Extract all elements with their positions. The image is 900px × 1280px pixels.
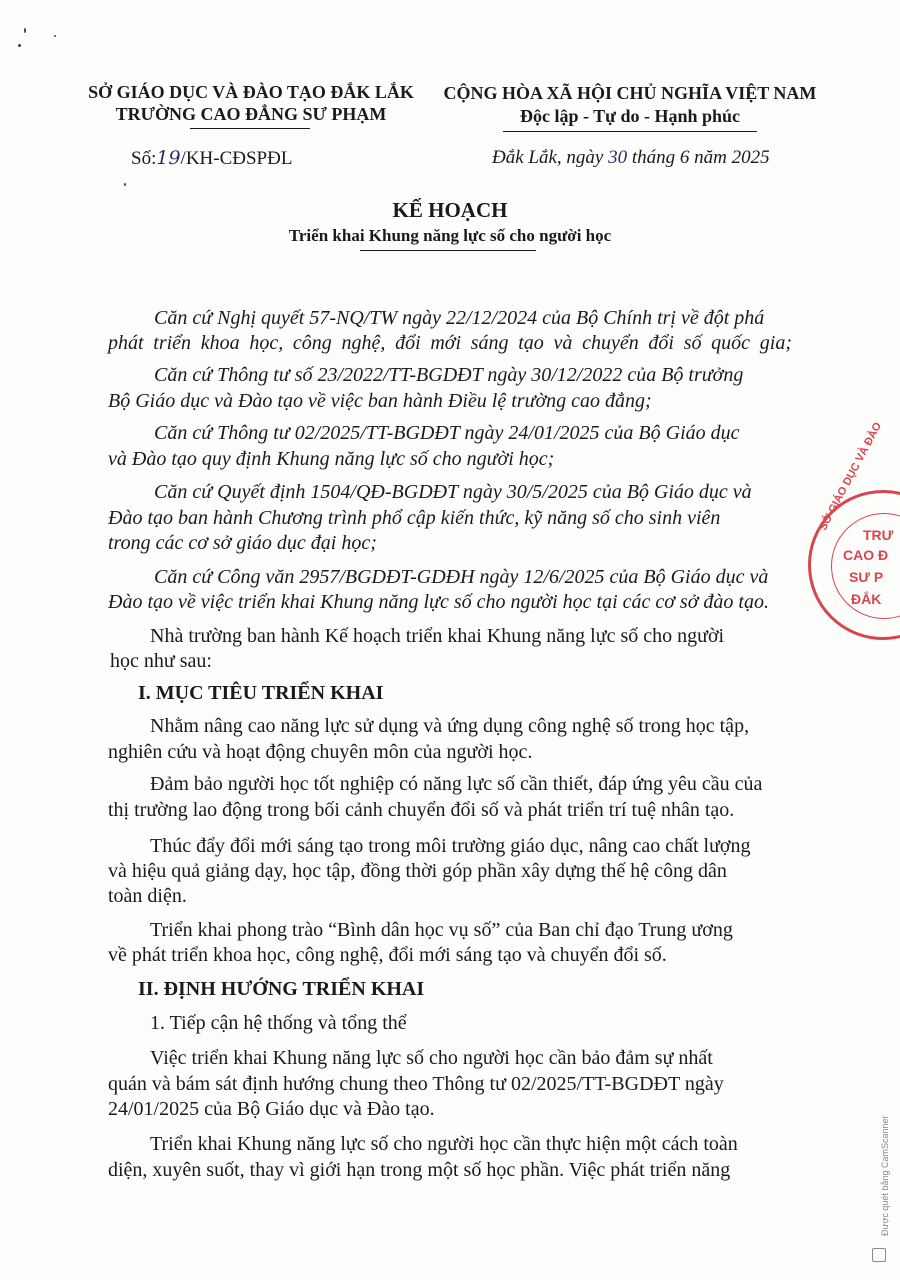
paragraph-line: quán và bám sát định hướng chung theo Thông tư 02/2025/TT-BGDĐT ngày [108, 1073, 724, 1095]
paragraph-line: Thúc đẩy đổi mới sáng tạo trong môi trường giáo dục, nâng cao chất lượng [150, 835, 751, 857]
scan-speck [124, 183, 126, 186]
intro-line: Nhà trường ban hành Kế hoạch triển khai Khung năng lực số cho người [150, 625, 725, 647]
motto: Độc lập - Tự do - Hạnh phúc [519, 106, 741, 126]
document-number [131, 147, 292, 170]
camscanner-logo-icon [872, 1248, 886, 1262]
paragraph-line: thị trường lao động trong bối cảnh chuyển đổi số và phát triển trí tuệ nhân tạo. [108, 799, 735, 821]
scan-speck [24, 28, 26, 33]
seal-line-1: TRƯ [863, 527, 894, 543]
date-prefix: Đắk Lắk, ngày [492, 147, 609, 168]
motto-underline [503, 131, 757, 132]
basis-line: Căn cứ Quyết định 1504/QĐ-BGDĐT ngày 30/5/2025 của Bộ Giáo dục và [154, 481, 752, 503]
basis-line: Căn cứ Nghị quyết 57-NQ/TW ngày 22/12/2024 của Bộ Chính trị về đột phá [154, 307, 765, 329]
intro-line: học như sau: [110, 650, 212, 672]
seal-ring-text: SỞ GIÁO DỤC VÀ ĐÀO [817, 420, 885, 533]
country-name: CỘNG HÒA XÃ HỘI CHỦ NGHĨA VIỆT NAM [443, 83, 817, 103]
document-subtitle: Triển khai Khung năng lực số cho người học [288, 226, 612, 245]
number-suffix: /KH-CĐSPĐL [180, 148, 293, 169]
basis-line: Đào tạo về việc triển khai Khung năng lực số cho người học tại các cơ sở đào tạo. [108, 591, 769, 613]
date-rest: tháng 6 năm 2025 [627, 147, 770, 168]
paragraph-line: Triển khai Khung năng lực số cho người học cần thực hiện một cách toàn [150, 1133, 738, 1155]
basis-line: Căn cứ Công văn 2957/BGDĐT-GDĐH ngày 12/6/2025 của Bộ Giáo dục và [154, 566, 769, 588]
number-handwritten: 19 [156, 147, 181, 169]
seal-line-3: SƯ P [849, 569, 884, 585]
seal-line-2: CAO Đ [843, 547, 889, 563]
school-name: TRƯỜNG CAO ĐẲNG SƯ PHẠM [115, 104, 387, 124]
basis-line: Bộ Giáo dục và Đào tạo về việc ban hành Điều lệ trường cao đẳng; [108, 390, 652, 412]
subsection-heading: 1. Tiếp cận hệ thống và tổng thể [150, 1012, 407, 1034]
date-day-handwritten: 30 [608, 147, 628, 168]
scan-speck [54, 35, 56, 37]
document-title: KẾ HOẠCH [392, 198, 508, 222]
basis-line: Căn cứ Thông tư số 23/2022/TT-BGDĐT ngày 30/12/2022 của Bộ trưởng [154, 364, 744, 386]
basis-line: và Đào tạo quy định Khung năng lực số cho người học; [108, 448, 555, 470]
basis-line: Đào tạo ban hành Chương trình phổ cập kiến thức, kỹ năng số cho sinh viên [108, 507, 721, 529]
paragraph-line: 24/01/2025 của Bộ Giáo dục và Đào tạo. [108, 1098, 435, 1120]
seal-line-4: ĐẮK [851, 591, 882, 607]
paragraph-line: Nhằm nâng cao năng lực sử dụng và ứng dụng công nghệ số trong học tập, [150, 715, 750, 737]
paragraph-line: toàn diện. [108, 885, 187, 907]
paragraph-line: diện, xuyên suốt, thay vì giới hạn trong một số học phần. Việc phát triển năng [108, 1159, 731, 1181]
paragraph-line: và hiệu quả giảng dạy, học tập, đồng thời góp phần xây dựng thế hệ công dân [108, 860, 727, 882]
basis-line: phát triển khoa học, công nghệ, đổi mới sáng tạo và chuyển đổi số quốc gia; [108, 332, 792, 354]
scanner-watermark: Được quét bằng CamScanner [880, 1115, 890, 1236]
number-prefix: Số: [131, 148, 157, 169]
paragraph-line: Đảm bảo người học tốt nghiệp có năng lực số cần thiết, đáp ứng yêu cầu của [150, 773, 763, 795]
paragraph-line: Triển khai phong trào “Bình dân học vụ số” của Ban chỉ đạo Trung ương [150, 919, 733, 941]
official-seal [808, 420, 900, 640]
subtitle-underline [360, 250, 536, 251]
paragraph-line: nghiên cứu và hoạt động chuyên môn của người học. [108, 741, 533, 763]
section-heading-objectives: I. MỤC TIÊU TRIỂN KHAI [138, 682, 384, 704]
paragraph-line: Việc triển khai Khung năng lực số cho người học cần bảo đảm sự nhất [150, 1047, 713, 1069]
basis-line: Căn cứ Thông tư 02/2025/TT-BGDĐT ngày 24/01/2025 của Bộ Giáo dục [154, 422, 740, 444]
section-heading-orientation: II. ĐỊNH HƯỚNG TRIỂN KHAI [138, 978, 425, 1000]
school-name-underline [190, 128, 310, 129]
scan-speck [18, 44, 21, 47]
agency-name: SỞ GIÁO DỤC VÀ ĐÀO TẠO ĐẮK LẮK [88, 82, 414, 102]
basis-line: trong các cơ sở giáo dục đại học; [108, 532, 377, 554]
document-date [492, 147, 770, 169]
paragraph-line: về phát triển khoa học, công nghệ, đổi mới sáng tạo và chuyển đổi số. [108, 944, 667, 966]
